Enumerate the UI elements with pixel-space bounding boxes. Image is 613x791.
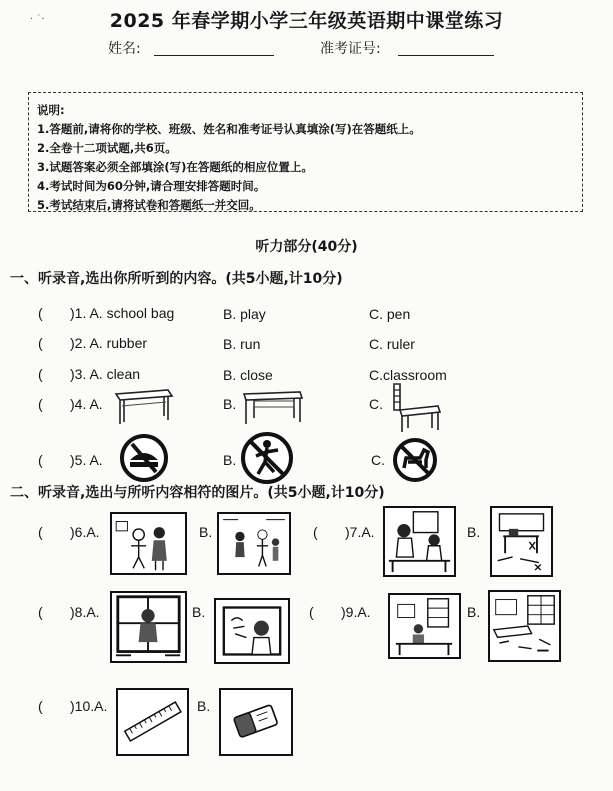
picture-6b	[217, 512, 291, 575]
option-c: C. pen	[369, 306, 411, 322]
no-dogs-sign-icon	[390, 436, 440, 484]
picture-6a	[110, 512, 187, 575]
question-6: )6.A.	[70, 524, 100, 540]
picture-10a	[116, 688, 189, 756]
question-5: )5. A.	[70, 452, 103, 468]
answer-paren[interactable]: (	[38, 305, 43, 321]
question-8: )8.A.	[70, 604, 100, 620]
instructions-box	[28, 92, 583, 212]
picture-8a	[110, 591, 187, 663]
answer-paren[interactable]: (	[38, 452, 43, 468]
picture-8b	[214, 598, 290, 664]
answer-paren[interactable]: (	[38, 396, 43, 412]
question-1: )1. A. school bag	[70, 305, 175, 321]
question-10: )10.A.	[70, 698, 108, 714]
instruction-item: 3.试题答案必须全部填涂(写)在答题纸的相应位置上。	[37, 160, 313, 174]
name-label: 姓名:	[108, 41, 141, 57]
question-7: )7.A.	[345, 524, 375, 540]
instruction-item: 1.答题前,请将你的学校、班级、姓名和准考证号认真填涂(写)在答题纸上。	[37, 122, 421, 136]
option-b: B.	[223, 452, 237, 468]
instruction-item: 5.考试结束后,请将试卷和答题纸一并交回。	[37, 198, 261, 212]
option-c: C.	[369, 396, 383, 412]
desk-icon	[112, 386, 174, 426]
instructions-heading: 说明:	[37, 103, 65, 117]
option-c: C. ruler	[369, 336, 415, 352]
option-b: B.	[467, 524, 481, 540]
name-field[interactable]	[154, 55, 274, 56]
option-b: B.	[192, 604, 206, 620]
answer-paren[interactable]: (	[38, 698, 43, 714]
picture-9a	[388, 593, 461, 659]
option-b: B. play	[223, 306, 266, 322]
section-2-title: 二、听录音,选出与所听内容相符的图片。(共5小题,计10分)	[10, 485, 385, 501]
instruction-item: 2.全卷十二项试题,共6页。	[37, 141, 177, 155]
desk-icon	[240, 388, 306, 426]
option-c: C.classroom	[369, 367, 447, 383]
option-b: B. run	[223, 336, 261, 352]
listening-part-title: 听力部分(40分)	[255, 239, 358, 255]
question-2: )2. A. rubber	[70, 335, 148, 351]
exam-id-label: 准考证号:	[320, 41, 381, 57]
question-9: )9.A.	[341, 604, 371, 620]
question-4: )4. A.	[70, 396, 103, 412]
answer-paren[interactable]: (	[313, 524, 318, 540]
scan-speck: · ˙·	[30, 14, 45, 25]
section-1-title: 一、听录音,选出你所听到的内容。(共5小题,计10分)	[10, 271, 343, 287]
option-b: B.	[197, 698, 211, 714]
no-eating-sign-icon	[116, 432, 172, 484]
answer-paren[interactable]: (	[38, 335, 43, 351]
page-title: 2025 年春学期小学三年级英语期中课堂练习	[109, 10, 504, 32]
exam-id-field[interactable]	[398, 55, 494, 56]
question-3: )3. A. clean	[70, 366, 141, 382]
option-b: B.	[199, 524, 213, 540]
answer-paren[interactable]: (	[38, 524, 43, 540]
picture-7a	[383, 506, 456, 577]
answer-paren[interactable]: (	[309, 604, 314, 620]
no-running-sign-icon	[238, 430, 296, 486]
instruction-item: 4.考试时间为60分钟,请合理安排答题时间。	[37, 179, 266, 193]
picture-9b	[488, 590, 561, 662]
option-b: B.	[467, 604, 481, 620]
option-c: C.	[371, 452, 385, 468]
option-b: B. close	[223, 367, 273, 383]
answer-paren[interactable]: (	[38, 604, 43, 620]
chair-icon	[386, 380, 444, 434]
picture-7b	[490, 506, 553, 577]
picture-10b	[219, 688, 293, 756]
option-b: B.	[223, 396, 237, 412]
answer-paren[interactable]: (	[38, 366, 43, 382]
